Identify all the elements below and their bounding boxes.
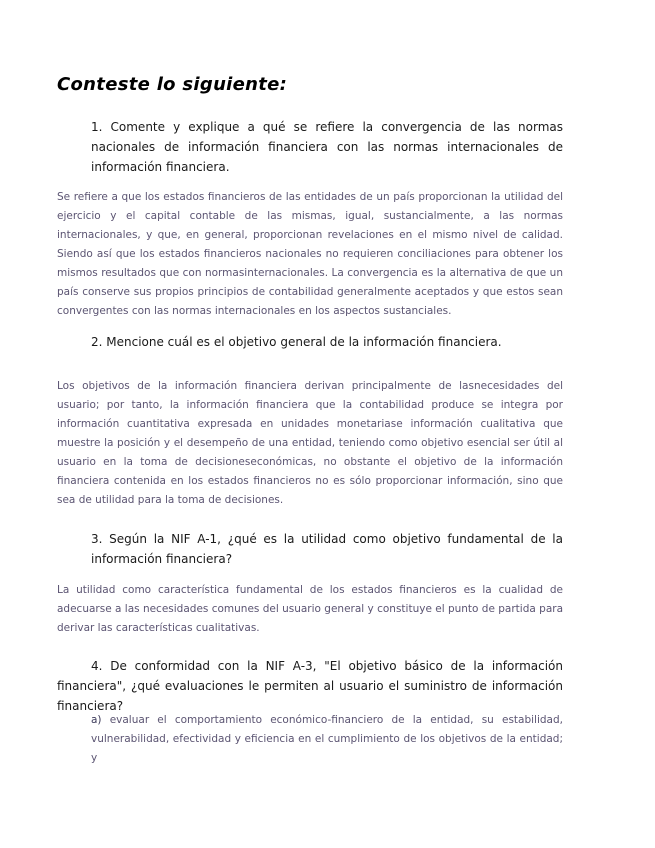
question-1: 1. Comente y explique a qué se refiere la convergencia de las normas nacionales de información financiera con las normas internacionales de información financiera.: [91, 120, 563, 174]
answer-4-text: evaluar el comportamiento económico-financiero de la entidad, su estabilidad, vulnerabilidad, efectividad y eficiencia en el cumplimiento de los objetivos de la entidad; y: [91, 714, 563, 764]
answer-1: Se refiere a que los estados financieros de las entidades de un país proporcionan la utilidad del ejercicio y el capital contable de las mismas, igual, sustancialmente, a las normas internacionales, y que, en general, proporcionan revelaciones en el mismo nivel de calidad. Siendo así que los estados financieros nacionales no requieren conciliaciones para obtener los mismos resultados que con normasinternacionales. La convergencia es la alternativa de que un país conserve sus propios principios de contabilidad generalmente aceptados y que estos sean convergentes con las normas internacionales en los aspectos sustanciales.: [57, 191, 563, 317]
question-4: 4. De conformidad con la NIF A-3, "El objetivo básico de la información financiera", ¿qué evaluaciones le permiten al usuario el suministro de información financiera?: [57, 659, 563, 713]
question-2: 2. Mencione cuál es el objetivo general de la información financiera.: [91, 335, 502, 349]
question-3: 3. Según la NIF A-1, ¿qué es la utilidad como objetivo fundamental de la información financiera?: [91, 532, 563, 566]
answer-2: Los objetivos de la información financiera derivan principalmente de lasnecesidades del usuario; por tanto, la información financiera que la contabilidad produce se integra por información cuantitativa expresada en unidades monetariase información cualitativa que muestre la posición y el desempeño de una entidad, teniendo como objetivo esencial ser útil al usuario en la toma de decisioneseconómicas, no obstante el objetivo de la información financiera contenida en los estados financieros no es sólo proporcionar información, sino que sea de utilidad para la toma de decisiones.: [57, 380, 563, 506]
page-title: Conteste lo siguiente:: [57, 74, 288, 95]
answer-3: La utilidad como característica fundamental de los estados financieros es la cualidad de adecuarse a las necesidades comunes del usuario general y constituye el punto de partida para derivar las características cualitativas.: [57, 584, 564, 634]
answer-4: [91, 711, 563, 768]
answer-4-label: a): [91, 714, 102, 726]
